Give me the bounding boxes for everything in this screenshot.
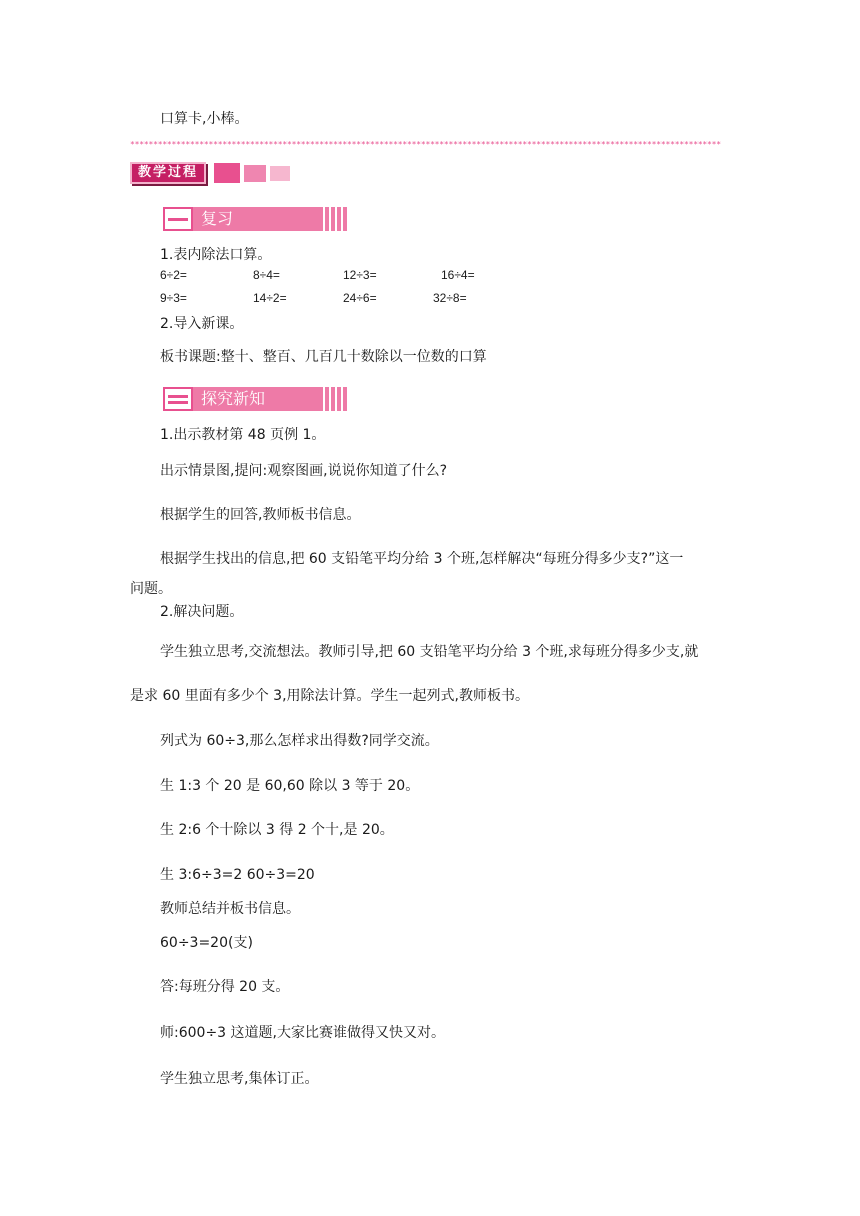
process-header [130, 162, 290, 184]
section-number-two [163, 387, 193, 411]
explore-line: 生 3:6÷3=2 60÷3=20 [160, 867, 315, 883]
section-banner-review [163, 207, 363, 231]
decor-square-2 [244, 165, 266, 182]
drill-cell: 24÷6= [343, 291, 377, 305]
explore-line: 答:每班分得 20 支。 [160, 979, 290, 995]
explore-line: 60÷3=20(支) [160, 935, 253, 951]
drill-cell: 6÷2= [160, 268, 187, 282]
explore-line: 问题。 [130, 581, 172, 597]
section-number-one [163, 207, 193, 231]
explore-line: 生 1:3 个 20 是 60,60 除以 3 等于 20。 [160, 778, 420, 794]
drill-cell: 16÷4= [441, 268, 475, 282]
explore-line: 是求 60 里面有多少个 3,用除法计算。学生一起列式,教师板书。 [130, 688, 529, 704]
review-item-1: 1.表内除法口算。 [160, 247, 272, 263]
process-label: 教学过程 [130, 162, 206, 184]
section-title: 探究新知 [193, 387, 323, 411]
explore-line: 教师总结并板书信息。 [160, 901, 300, 917]
explore-line: 生 2:6 个十除以 3 得 2 个十,是 20。 [160, 822, 394, 838]
explore-line: 列式为 60÷3,那么怎样求出得数?同学交流。 [160, 733, 439, 749]
drill-cell: 12÷3= [343, 268, 377, 282]
drill-cell: 9÷3= [160, 291, 187, 305]
section-banner-explore [163, 387, 363, 411]
drill-cell: 8÷4= [253, 268, 280, 282]
explore-line: 出示情景图,提问:观察图画,说说你知道了什么? [160, 463, 448, 479]
board-title-line: 板书课题:整十、整百、几百几十数除以一位数的口算 [160, 349, 487, 365]
explore-line: 师:600÷3 这道题,大家比赛谁做得又快又对。 [160, 1025, 445, 1041]
banner-stripes [323, 207, 363, 231]
explore-line: 根据学生的回答,教师板书信息。 [160, 507, 361, 523]
drill-cell: 14÷2= [253, 291, 287, 305]
drill-cell: 32÷8= [433, 291, 467, 305]
explore-line: 2.解决问题。 [160, 604, 244, 620]
section-title: 复习 [193, 207, 323, 231]
decor-square-1 [214, 163, 240, 183]
explore-line: 学生独立思考,交流想法。教师引导,把 60 支铅笔平均分给 3 个班,求每班分得多少支,就 [160, 644, 699, 660]
star-divider: ******************************************************************************************************************************** [130, 140, 721, 149]
explore-line: 根据学生找出的信息,把 60 支铅笔平均分给 3 个班,怎样解决“每班分得多少支?”这一 [160, 551, 684, 567]
explore-line: 1.出示教材第 48 页例 1。 [160, 427, 326, 443]
banner-stripes [323, 387, 363, 411]
materials-line: 口算卡,小棒。 [160, 111, 249, 127]
explore-line: 学生独立思考,集体订正。 [160, 1071, 319, 1087]
decor-square-3 [270, 166, 290, 181]
review-item-2: 2.导入新课。 [160, 316, 244, 332]
